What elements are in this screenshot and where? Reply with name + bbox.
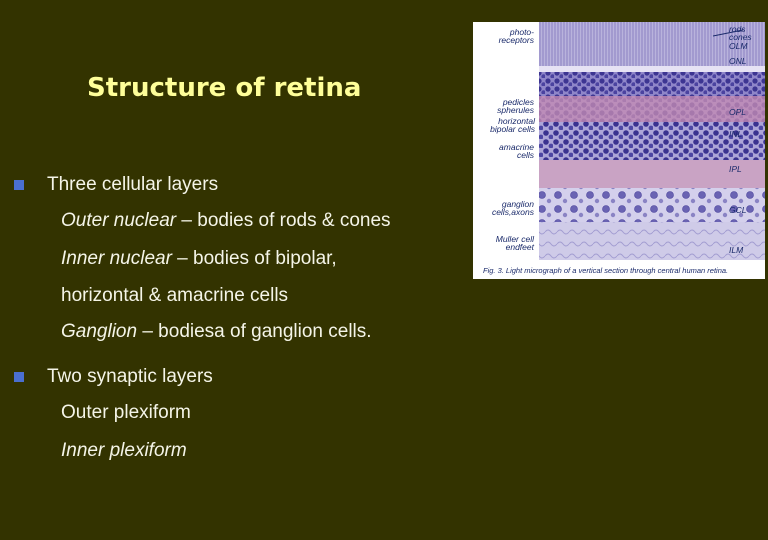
bullet-text: Two synaptic layers: [47, 366, 213, 387]
sub-item: [61, 209, 391, 233]
figure-caption: Fig. 3. Light micrograph of a vertical section through central human retina.: [483, 266, 729, 275]
sub-text: Outer plexiform: [61, 402, 191, 423]
sub-term: Ganglion: [61, 321, 138, 342]
label-muller: Muller cell endfeet: [495, 234, 534, 252]
label-inl: INL: [729, 129, 743, 139]
retina-micrograph-figure: [473, 22, 765, 279]
slide-title: Structure of retina: [87, 73, 362, 103]
label-horizontal: horizontal bipolar cells: [490, 116, 535, 134]
label-pedicles: pedicles spherules: [497, 97, 534, 115]
sub-item: [61, 247, 337, 271]
sub-text: – bodies of bipolar,: [171, 248, 337, 269]
label-ilm: ILM: [729, 245, 744, 255]
square-bullet-icon: [14, 180, 24, 190]
label-rods-cones: rods cones: [729, 24, 752, 42]
sub-item: [61, 320, 372, 344]
olm-band: [539, 66, 765, 72]
label-onl: ONL: [729, 56, 747, 66]
label-amacrine: amacrine cells: [499, 142, 534, 160]
sub-text: – bodiesa of ganglion cells.: [137, 321, 372, 342]
label-olm: OLM: [729, 41, 748, 51]
bullet-text: Three cellular layers: [47, 174, 219, 195]
label-gcl: GCL: [729, 205, 747, 215]
label-photoreceptors: photo- receptors: [498, 27, 534, 45]
sub-text: horizontal & amacrine cells: [61, 285, 289, 306]
square-bullet-icon: [14, 372, 24, 382]
sub-term: Inner plexiform: [61, 440, 187, 461]
sub-term: Inner nuclear: [61, 248, 172, 269]
sub-item: [61, 284, 288, 308]
sub-text: – bodies of rods & cones: [176, 210, 391, 231]
sub-term: Outer nuclear: [61, 210, 177, 231]
label-ipl: IPL: [729, 164, 742, 174]
inl-layer: [539, 122, 765, 160]
label-opl: OPL: [729, 107, 747, 117]
sub-item: [61, 439, 187, 463]
label-ganglion: ganglion cells,axons: [491, 199, 534, 217]
sub-item: [61, 401, 191, 425]
